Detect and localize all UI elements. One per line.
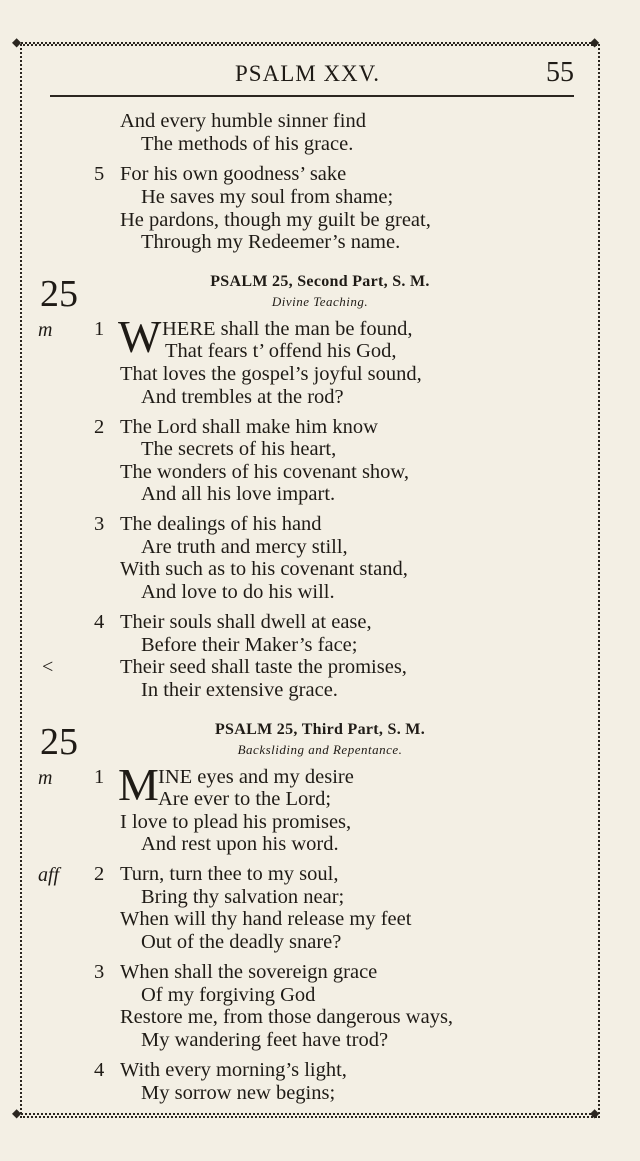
stanza-number: 2 [94,416,105,438]
verse-line: Before their Maker’s face; [141,634,358,656]
verse-line: Through my Redeemer’s name. [141,231,401,253]
drop-cap: W [118,311,162,362]
verse-line: And love to do his will. [141,581,335,603]
verse-line: He pardons, though my guilt be great, [120,209,431,231]
verse-line: My wandering feet have trod? [141,1029,389,1051]
verse-line: Their souls shall dwell at ease, [120,611,372,633]
verse-line: With every morning’s light, [120,1059,347,1081]
verse-line: Bring thy salvation near; [141,886,345,908]
stanza-number: 1 [94,318,105,340]
verse-line: He saves my soul from shame; [141,186,394,208]
stanza-number: 3 [94,513,105,535]
performance-mark: m [38,319,53,341]
stanza-number: 4 [94,1059,105,1081]
hymn-number: 25 [40,273,78,315]
drop-cap: M [118,759,159,810]
diamond-ornament-icon: ◆ [590,35,600,49]
verse-line: And every humble sinner find [120,110,366,132]
stanza-number: 2 [94,863,105,885]
verse-line: The dealings of his hand [120,513,322,535]
verse-line: And trembles at the rod? [141,386,344,408]
diamond-ornament-icon: ◆ [12,1106,22,1120]
stanza-number: 4 [94,611,105,633]
verse-line: The methods of his grace. [141,133,354,155]
verse-line: My sorrow new begins; [141,1082,336,1104]
hymn-heading: PSALM 25, Second Part, S. M. [210,273,430,290]
hymn-heading: PSALM 25, Third Part, S. M. [214,721,426,738]
verse-line: Out of the deadly snare? [141,931,342,953]
verse-line: Are truth and mercy still, [141,536,348,558]
verse-line: I love to plead his promises, [120,811,352,833]
verse-line: In their extensive grace. [141,679,338,701]
verse-line: The Lord shall make him know [120,416,378,438]
verse-line: The secrets of his heart, [141,438,337,460]
verse-line: That loves the gospel’s joyful sound, [120,363,422,385]
verse-line: And all his love impart. [141,483,336,505]
verse-line: When shall the sovereign grace [120,961,378,983]
verse-line: Are ever to the Lord; [158,788,332,810]
stanza-number: 1 [94,766,105,788]
decrescendo-mark: < [42,656,54,678]
stanza-number: 5 [94,163,105,185]
verse-line: Restore me, from those dangerous ways, [120,1006,454,1028]
page-title: PSALM XXV. [235,61,381,86]
diamond-ornament-icon: ◆ [12,35,22,49]
hymn-subheading: Backsliding and Repentance. [237,742,403,757]
verse-line: That fears t’ offend his God, [165,340,397,362]
stanza-number: 3 [94,961,105,983]
verse-line: Of my forgiving God [141,984,316,1006]
verse-line: For his own goodness’ sake [120,163,347,185]
verse-line: Turn, turn thee to my soul, [120,863,339,885]
verse-line: HERE shall the man be found, [162,318,413,340]
hymn-number: 25 [40,721,78,763]
page-number: 55 [546,57,574,88]
diamond-ornament-icon: ◆ [590,1106,600,1120]
running-head [50,57,574,97]
verse-line: INE eyes and my desire [158,766,354,788]
performance-mark: aff [38,864,60,886]
verse-line: And rest upon his word. [141,833,339,855]
hymn-subheading: Divine Teaching. [271,294,369,309]
performance-mark: m [38,767,53,789]
verse-line: Their seed shall taste the promises, [120,656,407,678]
verse-line: With such as to his covenant stand, [120,558,408,580]
verse-line: When will thy hand release my feet [120,908,412,930]
verse-line: The wonders of his covenant show, [120,461,410,483]
